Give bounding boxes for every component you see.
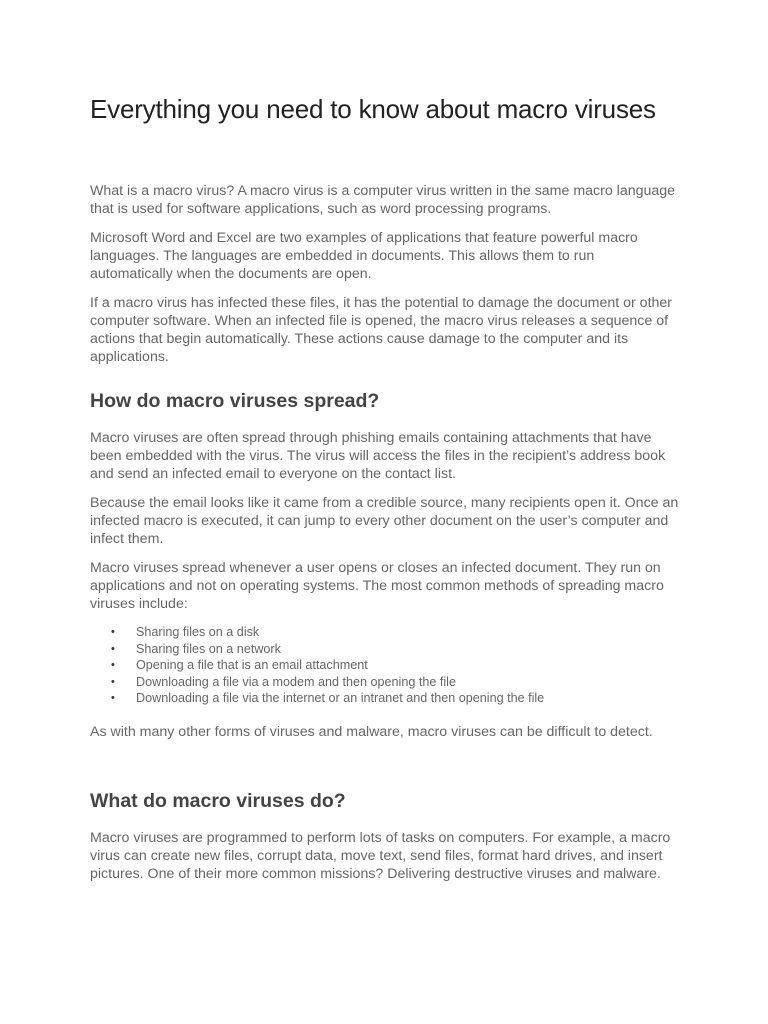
bullet-icon: • — [111, 675, 115, 688]
effects-section — [90, 789, 680, 894]
page-title: Everything you need to know about macro viruses — [90, 94, 656, 124]
list-item-text: Opening a file that is an email attachment — [136, 658, 368, 672]
list-item — [111, 674, 680, 691]
bullet-icon: • — [111, 642, 115, 655]
effects-paragraph-1: Macro viruses are programmed to perform lots of tasks on computers. For example, a macro virus can create new files, corrupt data, move text, send files, format hard drives, and insert pictures. One of their more common missions? Delivering destructive viruses and malware. — [90, 830, 671, 882]
list-item — [111, 624, 680, 641]
bullet-icon: • — [111, 659, 115, 671]
spread-closing-paragraph: As with many other forms of viruses and malware, macro viruses can be difficult to detect. — [90, 723, 653, 740]
spread-paragraph-3: Macro viruses spread whenever a user opens or closes an infected document. They run on applications and not on operating systems. The most common methods of spreading macro viruses include: — [90, 560, 664, 612]
spread-heading: How do macro viruses spread? — [90, 390, 380, 412]
list-item — [111, 690, 680, 707]
spread-section — [90, 389, 680, 752]
list-item — [111, 641, 680, 658]
bullet-icon: • — [111, 692, 115, 704]
intro-paragraph-2: Microsoft Word and Excel are two examples of applications that feature powerful macro languages. The languages are embedded in documents. This allows them to run automatically when the documents are open. — [90, 230, 638, 282]
list-item-text: Sharing files on a disk — [136, 625, 260, 639]
list-item — [111, 657, 680, 674]
intro-paragraph-1: What is a macro virus? A macro virus is a computer virus written in the same macro language that is used for software applications, such as word processing programs. — [90, 183, 676, 217]
bullet-icon: • — [111, 626, 115, 638]
effects-heading: What do macro viruses do? — [90, 790, 346, 812]
spread-methods-list — [90, 624, 680, 707]
list-item-text: Downloading a file via the internet or an intranet and then opening the file — [136, 691, 545, 705]
list-item-text: Downloading a file via a modem and then opening the file — [136, 674, 456, 689]
intro-section — [90, 182, 680, 377]
list-item-text: Sharing files on a network — [136, 641, 281, 656]
spread-paragraph-1: Macro viruses are often spread through phishing emails containing attachments that have been embedded with the virus. The virus will access the files in the recipient’s address book and send an infected email to everyone on the contact list. — [90, 430, 666, 482]
intro-paragraph-3: If a macro virus has infected these files, it has the potential to damage the document or other computer software. When an infected file is opened, the macro virus releases a sequence of actions that begin automatically. These actions cause damage to the computer and its applications. — [90, 295, 673, 365]
spread-paragraph-2: Because the email looks like it came from a credible source, many recipients open it. Once an infected macro is executed, it can jump to every other document on the user’s computer and infect them. — [90, 495, 679, 547]
